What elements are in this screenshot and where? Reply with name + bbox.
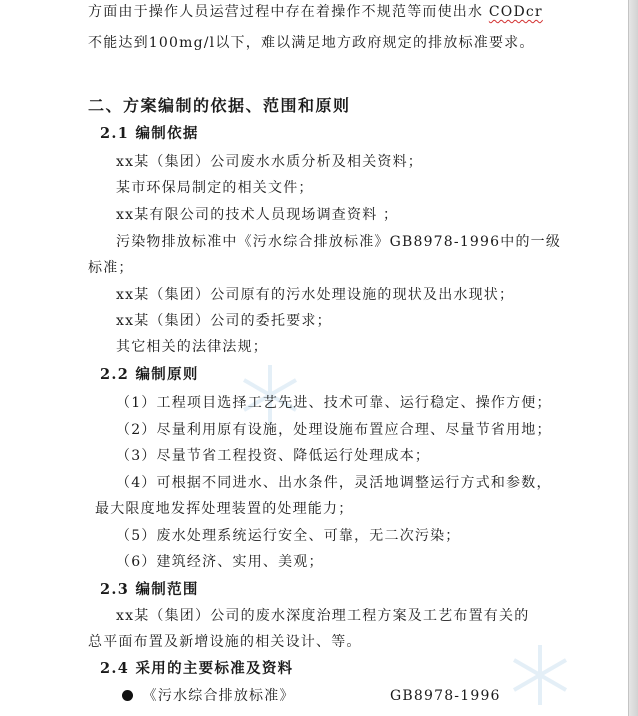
heading-basis: 2.1 编制依据 bbox=[100, 125, 199, 142]
basis-item: 其它相关的法律法规； bbox=[116, 339, 268, 355]
standard-code: GB8978-1996 bbox=[390, 688, 501, 704]
watermark-snowflake-icon bbox=[505, 640, 575, 710]
bullet-icon bbox=[122, 690, 133, 701]
section-title: 二、方案编制的依据、范围和原则 bbox=[88, 96, 351, 115]
heading-standards: 2.4 采用的主要标准及资料 bbox=[100, 660, 294, 677]
basis-item: 标准； bbox=[88, 260, 134, 276]
basis-item: xx某有限公司的技术人员现场调查资料 ； bbox=[116, 207, 399, 223]
intro-line-1 bbox=[88, 2, 543, 22]
standard-name: 《污水综合排放标准》 bbox=[142, 688, 295, 704]
standard-item bbox=[122, 686, 295, 706]
cod-term: CODcr bbox=[488, 4, 543, 20]
principle-item: （1）工程项目选择工艺先进、技术可靠、运行稳定、操作方便； bbox=[116, 395, 552, 411]
principle-item: （3）尽量节省工程投资、降低运行处理成本； bbox=[116, 448, 431, 464]
page-edge bbox=[628, 0, 638, 716]
scope-line: 总平面布置及新增设施的相关设计、等。 bbox=[88, 634, 362, 650]
scope-line: xx某（集团）公司的废水深度治理工程方案及工艺布置有关的 bbox=[116, 608, 530, 624]
principle-item: （2）尽量利用原有设施，处理设施布置应合理、尽量节省用地； bbox=[116, 422, 552, 438]
heading-principles: 2.2 编制原则 bbox=[100, 366, 199, 383]
intro-line-1-text: 方面由于操作人员运营过程中存在着操作不规范等而使出水 bbox=[88, 4, 484, 20]
basis-item: 污染物排放标准中《污水综合排放标准》GB8978-1996中的一级 bbox=[116, 234, 562, 250]
principle-item: 最大限度地发挥处理装置的处理能力； bbox=[95, 501, 354, 517]
basis-item: xx某（集团）公司的委托要求； bbox=[116, 313, 332, 329]
heading-scope: 2.3 编制范围 bbox=[100, 581, 199, 598]
principle-item: （5）废水处理系统运行安全、可靠，无二次污染； bbox=[116, 528, 461, 544]
basis-item: xx某（集团）公司原有的污水处理设施的现状及出水现状； bbox=[116, 287, 515, 303]
basis-item: xx某（集团）公司废水水质分析及相关资料； bbox=[116, 154, 423, 170]
principle-item: （6）建筑经济、实用、美观； bbox=[116, 554, 324, 570]
intro-line-2: 不能达到100mg/l以下，难以满足地方政府规定的排放标准要求。 bbox=[88, 35, 535, 51]
basis-item: 某市环保局制定的相关文件； bbox=[116, 180, 314, 196]
principle-item: （4）可根据不同进水、出水条件，灵活地调整运行方式和参数， bbox=[116, 475, 552, 491]
